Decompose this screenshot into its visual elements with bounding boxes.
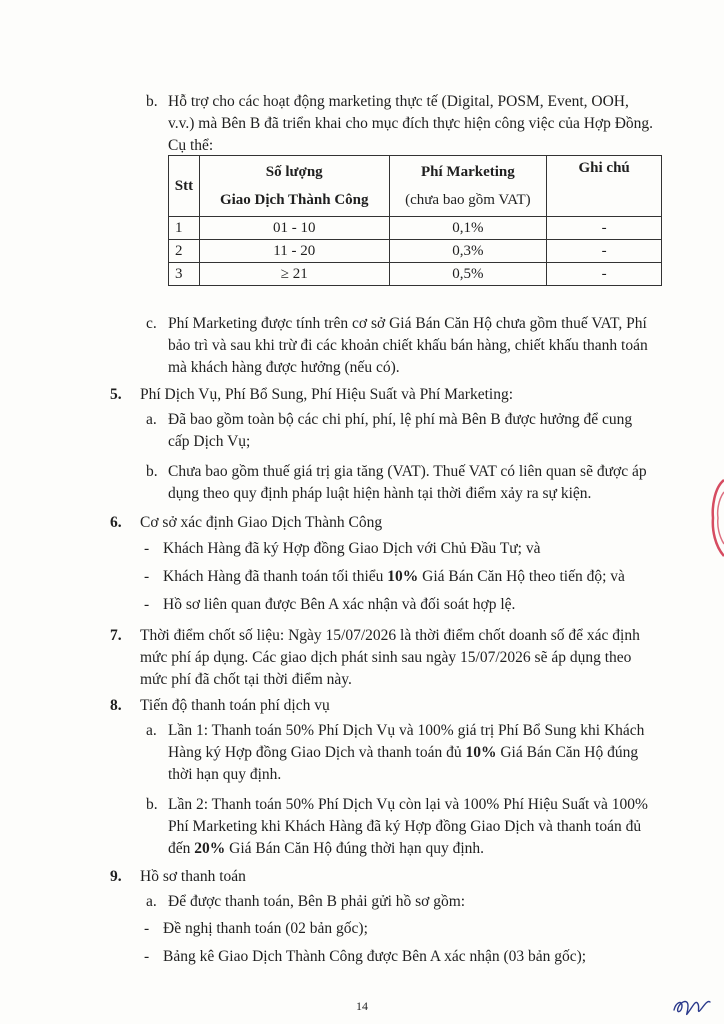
section-8a-marker: a.: [146, 722, 157, 739]
row-stt: 3: [169, 263, 200, 286]
item-4c-line-3: mà khách hàng được hưởng (nếu có).: [168, 359, 400, 376]
row-note: -: [547, 217, 662, 240]
section-8b-line-1: Lần 2: Thanh toán 50% Phí Dịch Vụ còn lại và 100% Phí Hiệu Suất và 100%: [168, 796, 648, 813]
section-6-item-2: [163, 566, 625, 588]
header-fee-line-1: Phí Marketing: [421, 164, 515, 180]
section-6-item-2-text-after: Giá Bán Căn Hộ theo tiến độ; và: [418, 568, 625, 585]
section-5a-line-2: cấp Dịch Vụ;: [168, 433, 251, 450]
section-9a-text: Để được thanh toán, Bên B phải gửi hồ sơ gồm:: [168, 893, 466, 910]
row-fee: 0,1%: [389, 217, 547, 240]
row-quantity: ≥ 21: [199, 263, 389, 286]
section-5a-line-1: Đã bao gồm toàn bộ các chi phí, phí, lệ phí mà Bên B được hưởng để cung: [168, 411, 633, 428]
item-4c-marker: c.: [146, 315, 157, 332]
row-fee: 0,5%: [389, 263, 547, 286]
section-6-item-1: Khách Hàng đã ký Hợp đồng Giao Dịch với Chủ Đầu Tư; và: [163, 540, 541, 557]
table-row: [169, 217, 662, 240]
section-9-bullet-2: -: [144, 948, 150, 965]
row-note: -: [547, 240, 662, 263]
section-8a-line-2: [168, 742, 638, 764]
section-6-number: 6.: [110, 514, 122, 531]
item-4b-line-1: Hỗ trợ cho các hoạt động marketing thực tế (Digital, POSM, Event, OOH,: [168, 93, 629, 110]
section-8a-line-2-bold: 10%: [465, 744, 497, 761]
section-7-number: 7.: [110, 627, 122, 644]
section-8a-line-2-text-after: Giá Bán Căn Hộ đúng: [496, 744, 639, 761]
header-note: Ghi chú: [547, 156, 662, 217]
section-7-line-3: mức phí đã chốt tại thời điểm này.: [140, 671, 352, 688]
row-note: -: [547, 263, 662, 286]
section-6-title: Cơ sở xác định Giao Dịch Thành Công: [140, 514, 383, 531]
section-9-item-2: Bảng kê Giao Dịch Thành Công được Bên A xác nhận (03 bản gốc);: [163, 948, 587, 965]
section-9-number: 9.: [110, 868, 122, 885]
table-row: [169, 263, 662, 286]
row-fee: 0,3%: [389, 240, 547, 263]
section-5b-line-2: dụng theo quy định pháp luật hiện hành tại thời điểm xảy ra sự kiện.: [168, 485, 592, 502]
section-7-line-1: Thời điểm chốt số liệu: Ngày 15/07/2026 là thời điểm chốt doanh số để xác định: [140, 627, 640, 644]
section-5-number: 5.: [110, 386, 122, 403]
item-4c-line-2: bảo trì và sau khi trừ đi các khoản chiết khấu bán hàng, chiết khấu thanh toán: [168, 337, 648, 354]
header-quantity: [199, 156, 389, 217]
header-quantity-line-1: Số lượng: [265, 164, 323, 180]
header-quantity-line-2: Giao Dịch Thành Công: [219, 192, 369, 208]
section-5a-marker: a.: [146, 411, 157, 428]
section-8b-marker: b.: [146, 796, 158, 813]
section-8-number: 8.: [110, 697, 122, 714]
section-8-title: Tiến độ thanh toán phí dịch vụ: [140, 697, 330, 714]
section-6-bullet-2: -: [144, 568, 150, 585]
signature-initials-icon: [670, 992, 714, 1020]
section-8b-line-3-text-before: đến: [168, 840, 195, 857]
row-stt: 1: [169, 217, 200, 240]
item-4c-line-1: Phí Marketing được tính trên cơ sở Giá Bán Căn Hộ chưa gồm thuế VAT, Phí: [168, 315, 647, 332]
section-5b-line-1: Chưa bao gồm thuế giá trị gia tăng (VAT). Thuế VAT có liên quan sẽ được áp: [168, 463, 647, 480]
row-quantity: 11 - 20: [199, 240, 389, 263]
row-stt: 2: [169, 240, 200, 263]
section-8b-line-3-text-after: Giá Bán Căn Hộ đúng thời hạn quy định.: [225, 840, 485, 857]
header-marketing-fee: [389, 156, 547, 217]
row-quantity: 01 - 10: [199, 217, 389, 240]
section-8b-line-2: Phí Marketing khi Khách Hàng đã ký Hợp đồng Giao Dịch và thanh toán đủ: [168, 818, 642, 835]
item-4b-line-3: Cụ thể:: [168, 137, 214, 154]
section-7-line-2: mức phí áp dụng. Các giao dịch phát sinh sau ngày 15/07/2026 sẽ áp dụng theo: [140, 649, 632, 666]
section-6-item-3: Hồ sơ liên quan được Bên A xác nhận và đối soát hợp lệ.: [163, 596, 516, 613]
section-9a-marker: a.: [146, 893, 157, 910]
section-9-item-1: Đề nghị thanh toán (02 bản gốc);: [163, 920, 368, 937]
section-6-item-2-text-before: Khách Hàng đã thanh toán tối thiểu: [163, 568, 388, 585]
section-9-title: Hồ sơ thanh toán: [140, 868, 246, 885]
section-5b-marker: b.: [146, 463, 158, 480]
table-header-row: [169, 156, 662, 217]
section-8a-line-2-text-before: Hàng ký Hợp đồng Giao Dịch và thanh toán đủ: [168, 744, 466, 761]
stamp-edge-icon: [710, 478, 724, 558]
table-row: [169, 240, 662, 263]
section-8a-line-1: Lần 1: Thanh toán 50% Phí Dịch Vụ và 100% giá trị Phí Bổ Sung khi Khách: [168, 722, 645, 739]
section-8b-line-3-bold: 20%: [194, 840, 226, 857]
section-9-bullet-1: -: [144, 920, 150, 937]
section-5-title: Phí Dịch Vụ, Phí Bổ Sung, Phí Hiệu Suất và Phí Marketing:: [140, 386, 514, 403]
section-8a-line-3: thời hạn quy định.: [168, 766, 282, 783]
header-stt: Stt: [169, 156, 200, 217]
item-4b-marker: b.: [146, 93, 158, 110]
page-number: 14: [356, 999, 368, 1013]
section-6-item-2-bold: 10%: [387, 568, 419, 585]
header-fee-line-2: (chưa bao gồm VAT): [405, 192, 531, 208]
item-4b-line-2: v.v.) mà Bên B đã triển khai cho mục đích thực hiện công việc của Hợp Đồng.: [168, 115, 654, 132]
marketing-fee-table: [168, 155, 662, 286]
section-6-bullet-3: -: [144, 596, 150, 613]
section-8b-line-3: [168, 838, 484, 860]
section-6-bullet-1: -: [144, 540, 150, 557]
